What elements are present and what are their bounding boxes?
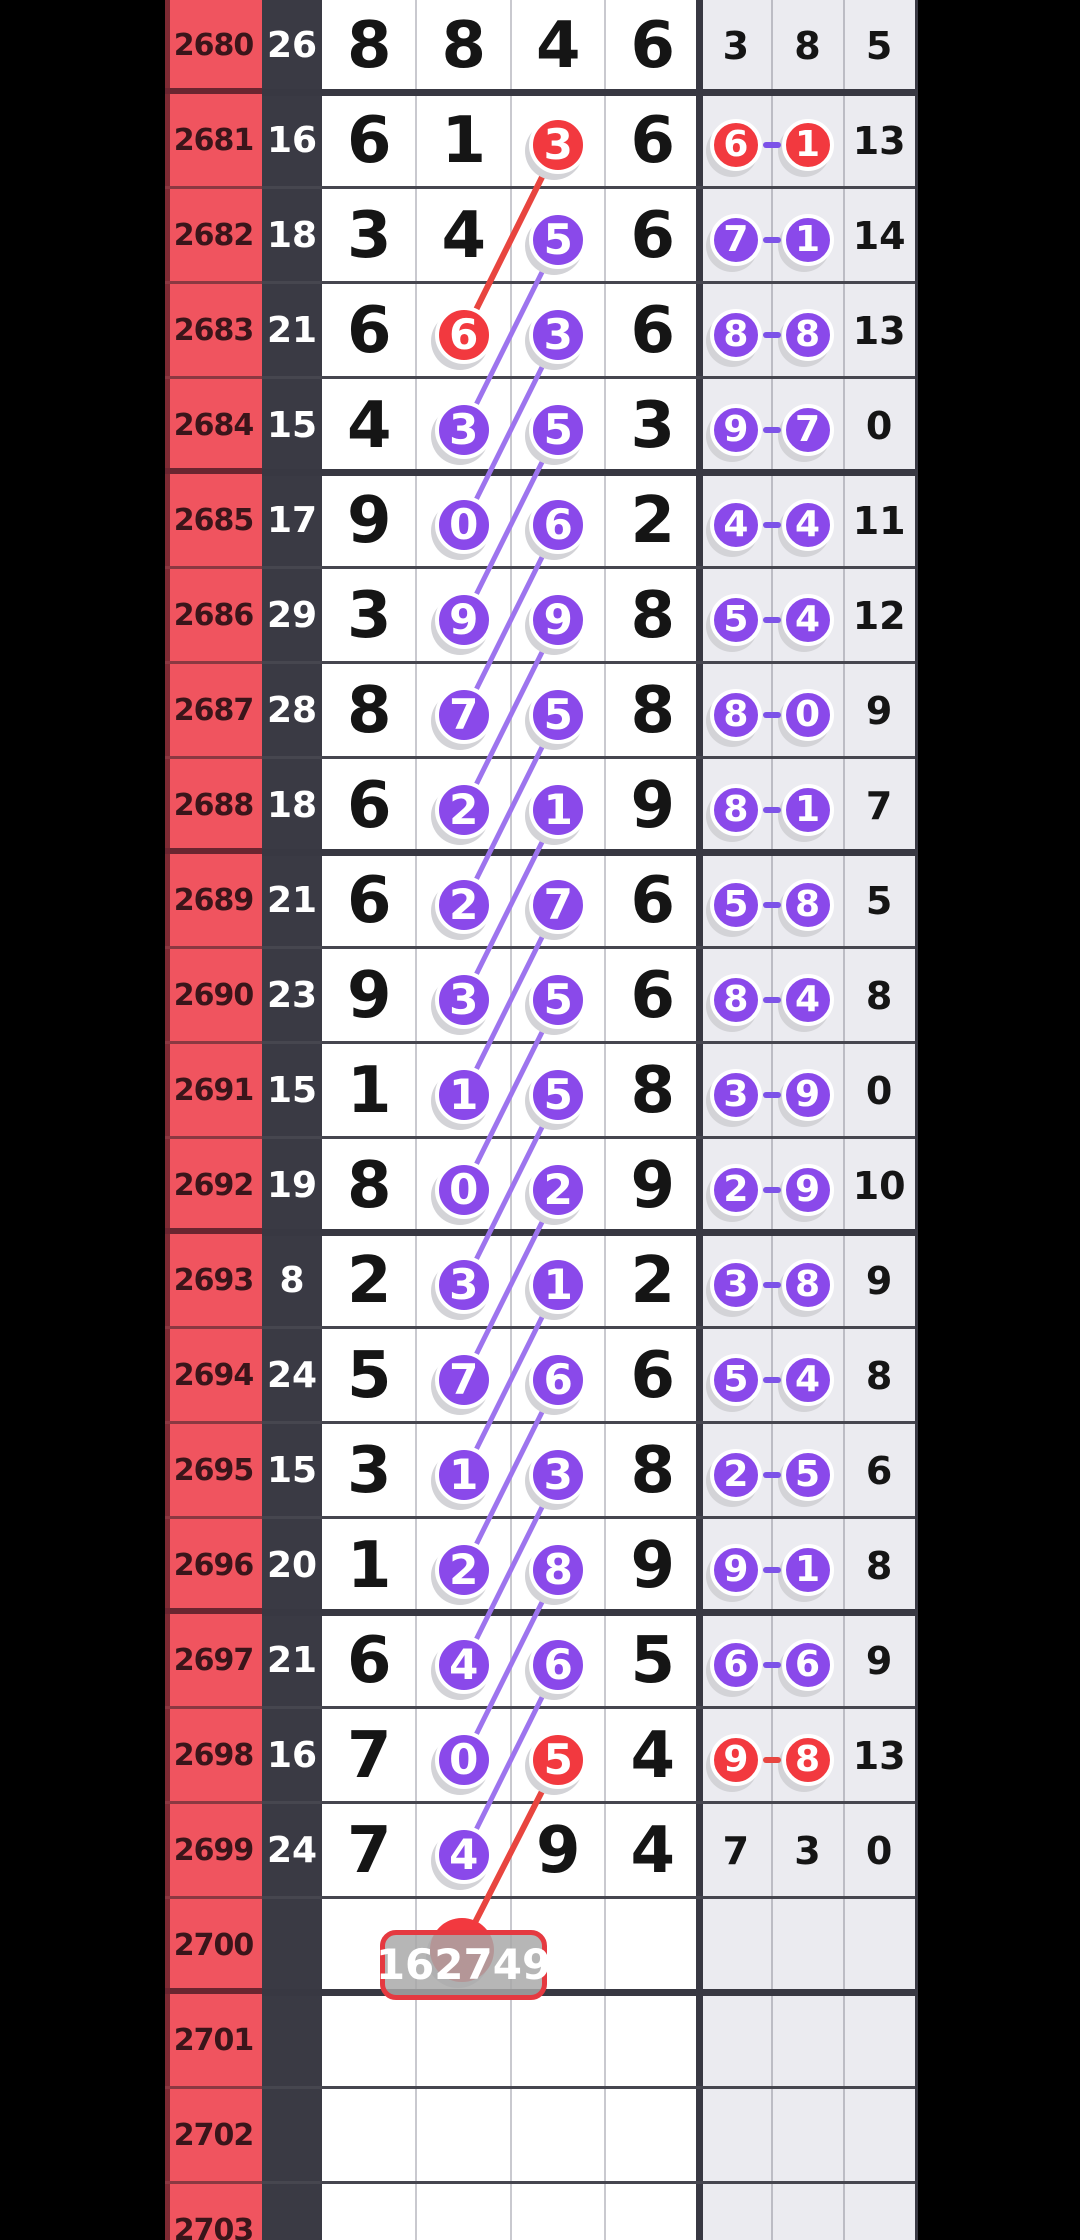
digit-circle-purple: 7 xyxy=(710,214,762,266)
stat-value: 3 xyxy=(722,23,750,68)
digit-circle-purple: 7 xyxy=(435,1351,493,1409)
digit-value: 1 xyxy=(346,1528,392,1603)
sum-value: 21 xyxy=(266,309,318,351)
pair-dash xyxy=(763,1282,781,1288)
digit-circle-purple: 2 xyxy=(529,1161,587,1219)
digit-value: 8 xyxy=(441,8,487,83)
digit-circle-purple: 7 xyxy=(782,404,834,456)
digit-circle-purple: 7 xyxy=(435,686,493,744)
digit-value: 6 xyxy=(630,1338,676,1413)
digit-value: 2 xyxy=(630,1243,676,1318)
digit-circle-purple: 8 xyxy=(782,309,834,361)
digit-circle-purple: 1 xyxy=(529,781,587,839)
digit-value: 4 xyxy=(346,388,392,463)
digit-value: 6 xyxy=(630,103,676,178)
digit-circle-purple: 9 xyxy=(710,1544,762,1596)
period-label: 2689 xyxy=(173,882,254,918)
stat-value: 3 xyxy=(794,1828,821,1873)
pair-dash xyxy=(763,332,781,338)
digit-circle-purple: 8 xyxy=(710,309,762,361)
pair-dash xyxy=(763,1757,781,1763)
digit-circle-purple: 0 xyxy=(435,1161,493,1219)
digit-circle-purple: 8 xyxy=(529,1541,587,1599)
digit-circle-purple: 8 xyxy=(782,1259,834,1311)
sum-value: 16 xyxy=(266,119,318,161)
digit-circle-purple: 4 xyxy=(710,499,762,551)
period-label: 2694 xyxy=(173,1357,254,1393)
sum-value: 16 xyxy=(266,1734,318,1776)
digit-value: 9 xyxy=(535,1813,581,1888)
pair-dash xyxy=(763,1092,781,1098)
digit-circle-purple: 4 xyxy=(782,594,834,646)
digit-circle-purple: 1 xyxy=(435,1446,493,1504)
stat-value: 8 xyxy=(794,23,821,68)
digit-circle-purple: 6 xyxy=(782,1639,834,1691)
digit-circle-purple: 5 xyxy=(710,879,762,931)
digit-circle-red: 6 xyxy=(435,306,493,364)
pair-dash xyxy=(763,997,781,1003)
pair-dash xyxy=(763,712,781,718)
span-value: 9 xyxy=(865,688,893,733)
digit-value: 8 xyxy=(630,673,676,748)
digit-circle-purple: 1 xyxy=(782,1544,834,1596)
digit-circle-purple: 8 xyxy=(710,974,762,1026)
digit-circle-purple: 1 xyxy=(435,1066,493,1124)
digit-value: 4 xyxy=(630,1718,676,1793)
digit-circle-purple: 1 xyxy=(782,784,834,836)
digit-value: 6 xyxy=(346,293,392,368)
pair-dash xyxy=(763,1662,781,1668)
digit-circle-purple: 3 xyxy=(529,306,587,364)
period-label: 2693 xyxy=(173,1262,254,1298)
span-value: 13 xyxy=(852,118,906,163)
span-value: 5 xyxy=(865,878,893,923)
span-value: 13 xyxy=(852,1733,906,1778)
digit-value: 1 xyxy=(441,103,487,178)
digit-value: 8 xyxy=(630,1433,676,1508)
digit-circle-purple: 4 xyxy=(782,499,834,551)
digit-value: 4 xyxy=(441,198,487,273)
sum-value: 23 xyxy=(266,974,318,1016)
digit-circle-purple: 5 xyxy=(529,971,587,1029)
pair-dash xyxy=(763,807,781,813)
period-label: 2703 xyxy=(173,2212,254,2240)
digit-circle-red: 6 xyxy=(710,119,762,171)
digit-value: 6 xyxy=(630,293,676,368)
digit-circle-purple: 9 xyxy=(710,404,762,456)
digit-value: 6 xyxy=(630,198,676,273)
period-label: 2702 xyxy=(173,2117,254,2153)
digit-value: 9 xyxy=(630,1148,676,1223)
span-value: 12 xyxy=(852,593,906,638)
span-value: 9 xyxy=(865,1258,893,1303)
digit-value: 3 xyxy=(630,388,676,463)
digit-circle-purple: 1 xyxy=(529,1256,587,1314)
digit-circle-purple: 0 xyxy=(782,689,834,741)
digit-circle-purple: 6 xyxy=(710,1639,762,1691)
sum-value: 26 xyxy=(266,24,318,66)
digit-value: 6 xyxy=(630,8,676,83)
span-value: 9 xyxy=(865,1638,893,1683)
sum-value: 8 xyxy=(279,1259,305,1301)
digit-circle-red: 9 xyxy=(710,1734,762,1786)
span-value: 5 xyxy=(865,23,893,68)
digit-value: 8 xyxy=(346,8,392,83)
period-label: 2698 xyxy=(173,1737,254,1773)
digit-value: 7 xyxy=(346,1813,392,1888)
digit-value: 8 xyxy=(630,1053,676,1128)
pair-dash xyxy=(763,902,781,908)
digit-value: 9 xyxy=(346,958,392,1033)
digit-circle-purple: 7 xyxy=(529,876,587,934)
digit-circle-purple: 2 xyxy=(710,1449,762,1501)
pair-dash xyxy=(763,237,781,243)
span-value: 0 xyxy=(865,1068,893,1113)
period-label: 2684 xyxy=(173,407,254,443)
pair-dash xyxy=(763,1187,781,1193)
digit-circle-purple: 2 xyxy=(435,1541,493,1599)
digit-circle-purple: 6 xyxy=(529,1636,587,1694)
period-label: 2700 xyxy=(173,1927,254,1963)
digit-value: 9 xyxy=(630,768,676,843)
digit-circle-purple: 3 xyxy=(710,1069,762,1121)
period-label: 2691 xyxy=(173,1072,254,1108)
digit-circle-purple: 5 xyxy=(710,1354,762,1406)
period-label: 2695 xyxy=(173,1452,254,1488)
digit-value: 8 xyxy=(630,578,676,653)
period-label: 2683 xyxy=(173,312,254,348)
span-value: 8 xyxy=(865,1353,893,1398)
digit-circle-purple: 8 xyxy=(782,879,834,931)
digit-value: 6 xyxy=(346,1623,392,1698)
digit-circle-red: 5 xyxy=(529,1731,587,1789)
pair-dash xyxy=(763,142,781,148)
digit-circle-purple: 5 xyxy=(529,211,587,269)
digit-circle-purple: 2 xyxy=(710,1164,762,1216)
digit-value: 3 xyxy=(346,578,392,653)
digit-circle-purple: 2 xyxy=(435,876,493,934)
digit-value: 6 xyxy=(346,863,392,938)
span-value: 0 xyxy=(865,1828,893,1873)
digit-value: 9 xyxy=(630,1528,676,1603)
pair-dash xyxy=(763,1567,781,1573)
span-value: 7 xyxy=(865,783,893,828)
period-label: 2692 xyxy=(173,1167,254,1203)
span-value: 11 xyxy=(852,498,906,543)
digit-circle-purple: 3 xyxy=(529,1446,587,1504)
prediction-input[interactable] xyxy=(375,1930,552,2000)
sum-value: 15 xyxy=(266,1069,318,1111)
digit-circle-red: 1 xyxy=(782,119,834,171)
digit-value: 8 xyxy=(346,673,392,748)
span-value: 14 xyxy=(852,213,906,258)
period-label: 2701 xyxy=(173,2022,254,2058)
digit-circle-red: 8 xyxy=(782,1734,834,1786)
pair-dash xyxy=(763,522,781,528)
period-label: 2690 xyxy=(173,977,254,1013)
digit-circle-purple: 4 xyxy=(782,1354,834,1406)
digit-circle-purple: 5 xyxy=(782,1449,834,1501)
period-label: 2688 xyxy=(173,787,254,823)
digit-circle-purple: 6 xyxy=(529,1351,587,1409)
period-label: 2682 xyxy=(173,217,254,253)
period-label: 2685 xyxy=(173,502,254,538)
digit-value: 1 xyxy=(346,1053,392,1128)
sum-value: 19 xyxy=(266,1164,318,1206)
span-value: 6 xyxy=(865,1448,893,1493)
sum-value: 28 xyxy=(266,689,318,731)
pair-dash xyxy=(763,427,781,433)
digit-circle-purple: 0 xyxy=(435,1731,493,1789)
span-value: 8 xyxy=(865,1543,893,1588)
sum-value: 21 xyxy=(266,1639,318,1681)
digit-value: 6 xyxy=(346,103,392,178)
sum-value: 20 xyxy=(266,1544,318,1586)
period-label: 2681 xyxy=(173,122,254,158)
digit-circle-purple: 8 xyxy=(710,784,762,836)
digit-circle-purple: 5 xyxy=(529,401,587,459)
digit-value: 6 xyxy=(346,768,392,843)
sum-value: 15 xyxy=(266,404,318,446)
span-value: 0 xyxy=(865,403,893,448)
sum-value: 21 xyxy=(266,879,318,921)
sum-value: 15 xyxy=(266,1449,318,1491)
sum-value: 24 xyxy=(266,1829,318,1871)
digit-value: 2 xyxy=(630,483,676,558)
period-label: 2687 xyxy=(173,692,254,728)
digit-circle-purple: 3 xyxy=(710,1259,762,1311)
digit-circle-purple: 5 xyxy=(529,1066,587,1124)
sum-value: 29 xyxy=(266,594,318,636)
period-label: 2696 xyxy=(173,1547,254,1583)
stat-value: 7 xyxy=(722,1828,750,1873)
digit-circle-purple: 5 xyxy=(710,594,762,646)
digit-circle-purple: 4 xyxy=(782,974,834,1026)
sum-value: 18 xyxy=(266,784,318,826)
pair-dash xyxy=(763,1472,781,1478)
digit-circle-purple: 2 xyxy=(435,781,493,839)
digit-circle-purple: 4 xyxy=(435,1826,493,1884)
pair-dash xyxy=(763,1377,781,1383)
digit-circle-purple: 3 xyxy=(435,971,493,1029)
span-value: 13 xyxy=(852,308,906,353)
digit-circle-red: 3 xyxy=(529,116,587,174)
digit-circle-purple: 9 xyxy=(782,1069,834,1121)
digit-value: 2 xyxy=(346,1243,392,1318)
sum-value: 17 xyxy=(266,499,318,541)
period-label: 2697 xyxy=(173,1642,254,1678)
sum-value: 24 xyxy=(266,1354,318,1396)
digit-circle-purple: 6 xyxy=(529,496,587,554)
pair-dash xyxy=(763,617,781,623)
digit-value: 6 xyxy=(630,863,676,938)
prediction-input-value: 162749 xyxy=(375,1940,552,1989)
digit-value: 6 xyxy=(630,958,676,1033)
sum-value: 18 xyxy=(266,214,318,256)
digit-circle-purple: 0 xyxy=(435,496,493,554)
digit-value: 5 xyxy=(630,1623,676,1698)
digit-value: 3 xyxy=(346,198,392,273)
digit-circle-purple: 3 xyxy=(435,1256,493,1314)
digit-circle-purple: 9 xyxy=(435,591,493,649)
digit-value: 3 xyxy=(346,1433,392,1508)
period-label: 2686 xyxy=(173,597,254,633)
digit-circle-purple: 9 xyxy=(529,591,587,649)
digit-value: 7 xyxy=(346,1718,392,1793)
period-label: 2680 xyxy=(173,27,254,63)
digit-value: 4 xyxy=(535,8,581,83)
period-label: 2699 xyxy=(173,1832,254,1868)
span-value: 8 xyxy=(865,973,893,1018)
digit-circle-purple: 1 xyxy=(782,214,834,266)
digit-value: 9 xyxy=(346,483,392,558)
digit-circle-purple: 9 xyxy=(782,1164,834,1216)
digit-value: 8 xyxy=(346,1148,392,1223)
digit-circle-purple: 5 xyxy=(529,686,587,744)
span-value: 10 xyxy=(852,1163,906,1208)
digit-value: 5 xyxy=(346,1338,392,1413)
digit-circle-purple: 4 xyxy=(435,1636,493,1694)
digit-circle-purple: 8 xyxy=(710,689,762,741)
digit-circle-purple: 3 xyxy=(435,401,493,459)
digit-value: 4 xyxy=(630,1813,676,1888)
